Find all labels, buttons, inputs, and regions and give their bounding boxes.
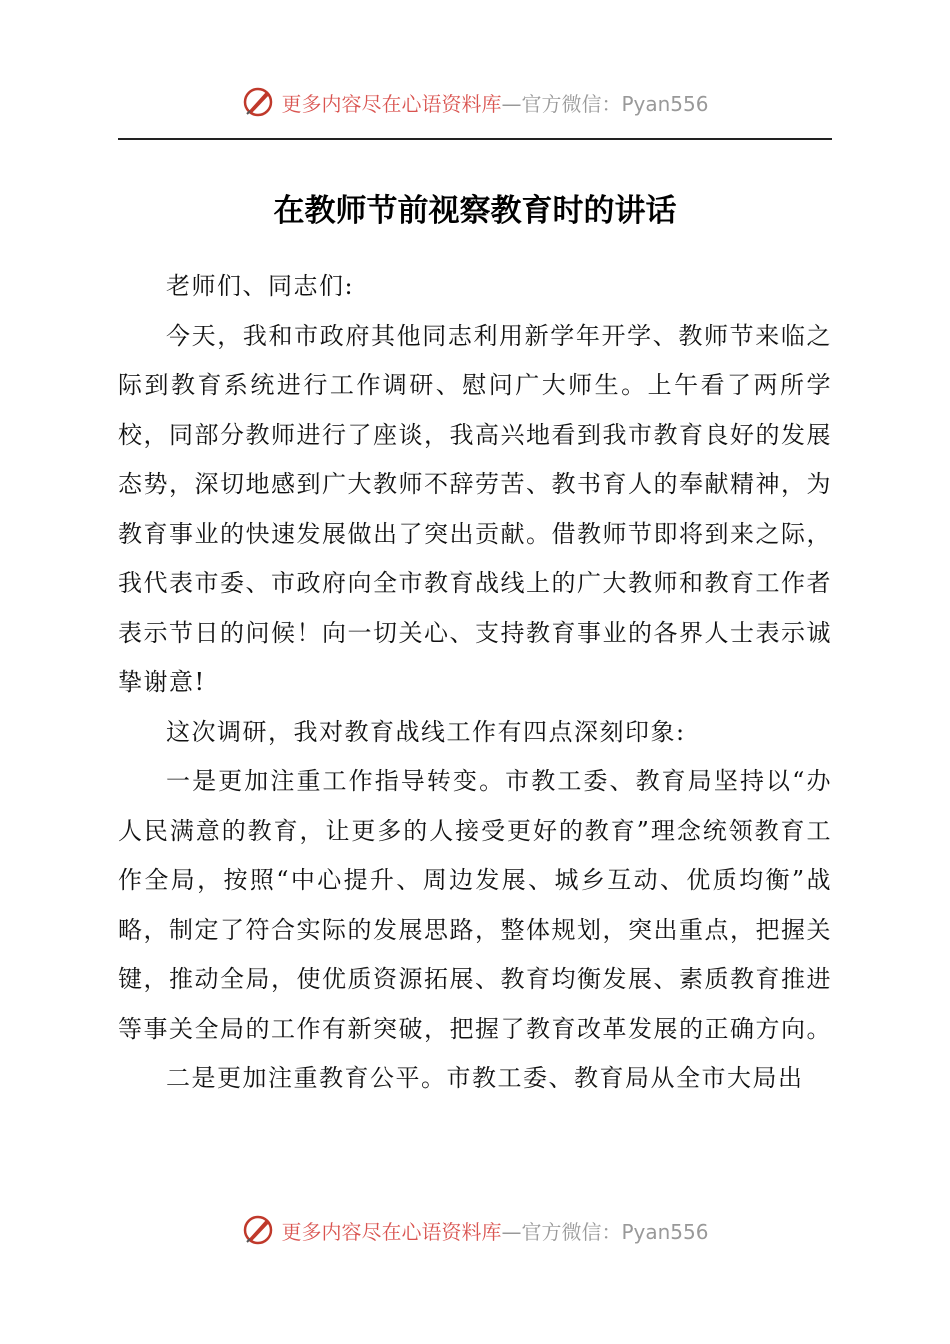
header-banner-text (281, 88, 708, 117)
footer-banner-red-text: 更多内容尽在心语资料库 (281, 1219, 502, 1244)
document-title: 在教师节前视察教育时的讲话 (273, 193, 677, 229)
footer-banner-text (281, 1216, 708, 1245)
paragraph-intro: 今天，我和市政府其他同志利用新学年开学、教师节来临之际到教育系统进行工作调研、慰问广大师生。上午看了两所学校，同部分教师进行了座谈，我高兴地看到我市教育良好的发展态势，深切地感到广大教师不辞劳苦、教书育人的奉献精神，为教育事业的快速发展做出了突出贡献。借教师节即将到来之际，我代表市委、市政府向全市教育战线上的广大教师和教育工作者表示节日的问候！向一切关心、支持教育事业的各界人士表示诚挚谢意! (118, 321, 832, 696)
header-banner-gray-text: —官方微信：Pyan556 (501, 91, 709, 116)
paragraph-greeting: 老师们、同志们: (166, 272, 355, 300)
footer-banner-gray-text: —官方微信：Pyan556 (501, 1219, 709, 1244)
header-divider (118, 138, 832, 140)
quill-pen-logo-icon (241, 85, 275, 119)
paragraph-point-two: 二是更加注重教育公平。市教工委、教育局从全市大局出 (166, 1064, 804, 1092)
quill-pen-logo-icon (241, 1213, 275, 1247)
header-banner-red-text: 更多内容尽在心语资料库 (281, 91, 502, 116)
footer-banner (0, 1208, 950, 1252)
document-body (118, 262, 832, 1104)
header-banner (0, 80, 950, 124)
paragraph-point-one: 一是更加注重工作指导转变。市教工委、教育局坚持以“办人民满意的教育，让更多的人接受更好的教育”理念统领教育工作全局，按照“中心提升、周边发展、城乡互动、优质均衡”战略，制定了符合实际的发展思路，整体规划，突出重点，把握关键，推动全局，使优质资源拓展、教育均衡发展、素质教育推进等事关全局的工作有新突破，把握了教育改革发展的正确方向。 (118, 767, 832, 1043)
paragraph-impressions: 这次调研，我对教育战线工作有四点深刻印象: (166, 717, 686, 746)
